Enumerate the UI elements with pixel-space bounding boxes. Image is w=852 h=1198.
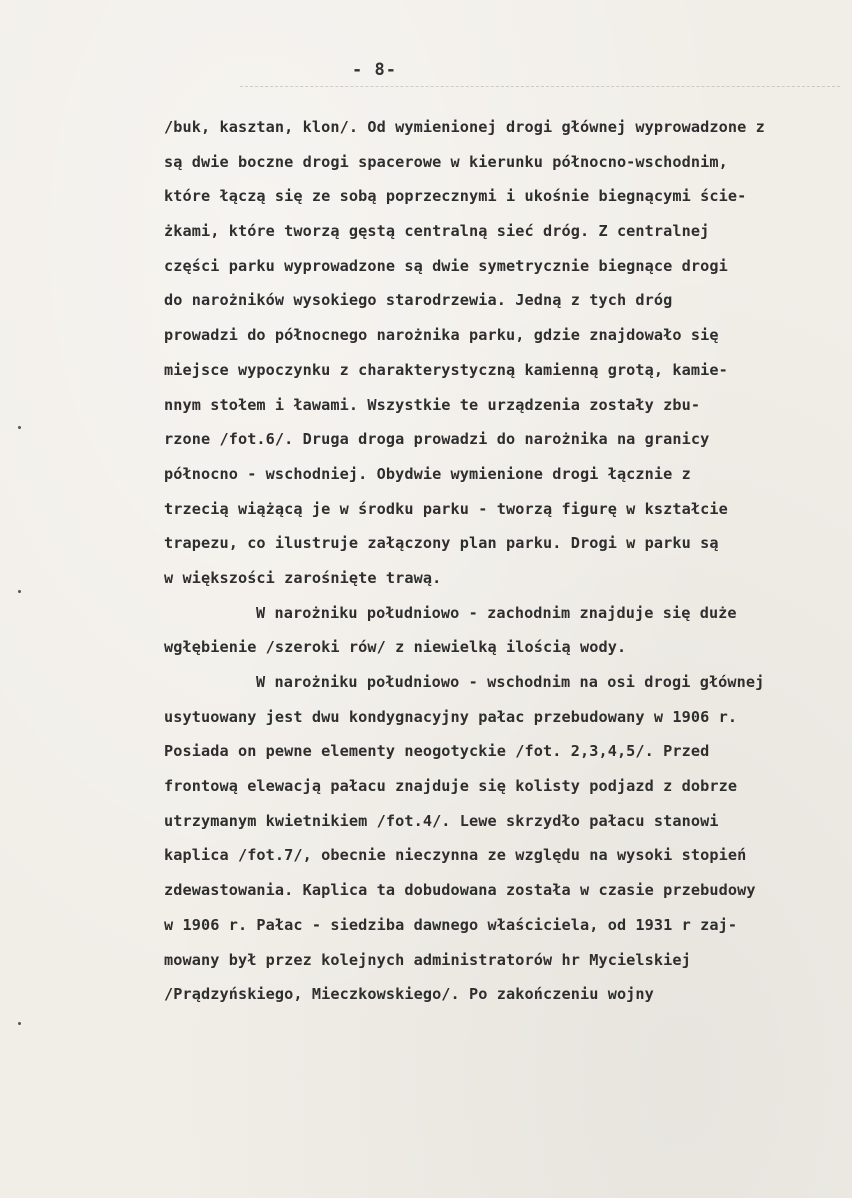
text-line: prowadzi do północnego narożnika parku, gdzie znajdowało się	[164, 326, 719, 345]
text-line: które łączą się ze sobą poprzecznymi i ukośnie biegnącymi ście-	[164, 187, 747, 206]
text-line: miejsce wypoczynku z charakterystyczną kamienną grotą, kamie-	[164, 360, 728, 379]
text-line: w większości zarośnięte trawą.	[164, 568, 442, 587]
text-line: /Prądzyńskiego, Mieczkowskiego/. Po zakończeniu wojny	[164, 985, 654, 1004]
margin-mark	[18, 590, 21, 593]
text-line: frontową elewacją pałacu znajduje się kolisty podjazd z dobrze	[164, 777, 738, 796]
text-line: wgłębienie /szeroki rów/ z niewielką ilością wody.	[164, 638, 627, 657]
text-line: w 1906 r. Pałac - siedziba dawnego właściciela, od 1931 r zaj-	[164, 915, 738, 934]
text-line: mowany był przez kolejnych administratorów hr Mycielskiej	[164, 950, 691, 969]
text-line: żkami, które tworzą gęstą centralną sieć dróg. Z centralnej	[164, 222, 710, 241]
text-line: trzecią wiążącą je w środku parku - tworzą figurę w kształcie	[164, 499, 728, 518]
text-line: kaplica /fot.7/, obecnie nieczynna ze względu na wysoki stopień	[164, 846, 747, 865]
carbon-copy-trace	[240, 86, 840, 93]
text-line: W narożniku południowo - wschodnim na osi drogi głównej	[256, 673, 765, 691]
text-line: nnym stołem i ławami. Wszystkie te urządzenia zostały zbu-	[164, 395, 701, 414]
text-line: części parku wyprowadzone są dwie symetrycznie biegnące drogi	[164, 256, 728, 275]
text-line: rzone /fot.6/. Druga droga prowadzi do narożnika na granicy	[164, 430, 710, 449]
text-line: są dwie boczne drogi spacerowe w kierunku północno-wschodnim,	[164, 152, 728, 171]
text-line: północno - wschodniej. Obydwie wymienione drogi łącznie z	[164, 464, 691, 483]
text-line: zdewastowania. Kaplica ta dobudowana została w czasie przebudowy	[164, 881, 756, 900]
text-line: do narożników wysokiego starodrzewia. Jedną z tych dróg	[164, 291, 673, 310]
text-line: Posiada on pewne elementy neogotyckie /fot. 2,3,4,5/. Przed	[164, 742, 710, 761]
margin-mark	[18, 1022, 21, 1025]
text-line: trapezu, co ilustruje załączony plan parku. Drogi w parku są	[164, 534, 719, 553]
document-body	[164, 110, 844, 1012]
page-number: - 8-	[352, 60, 397, 80]
text-line: usytuowany jest dwu kondygnacyjny pałac przebudowany w 1906 r.	[164, 707, 738, 726]
margin-mark	[18, 426, 21, 429]
text-line: utrzymanym kwietnikiem /fot.4/. Lewe skrzydło pałacu stanowi	[164, 811, 719, 830]
text-line: /buk, kasztan, klon/. Od wymienionej drogi głównej wyprowadzone z	[164, 118, 765, 136]
text-line: W narożniku południowo - zachodnim znajduje się duże	[256, 603, 737, 622]
